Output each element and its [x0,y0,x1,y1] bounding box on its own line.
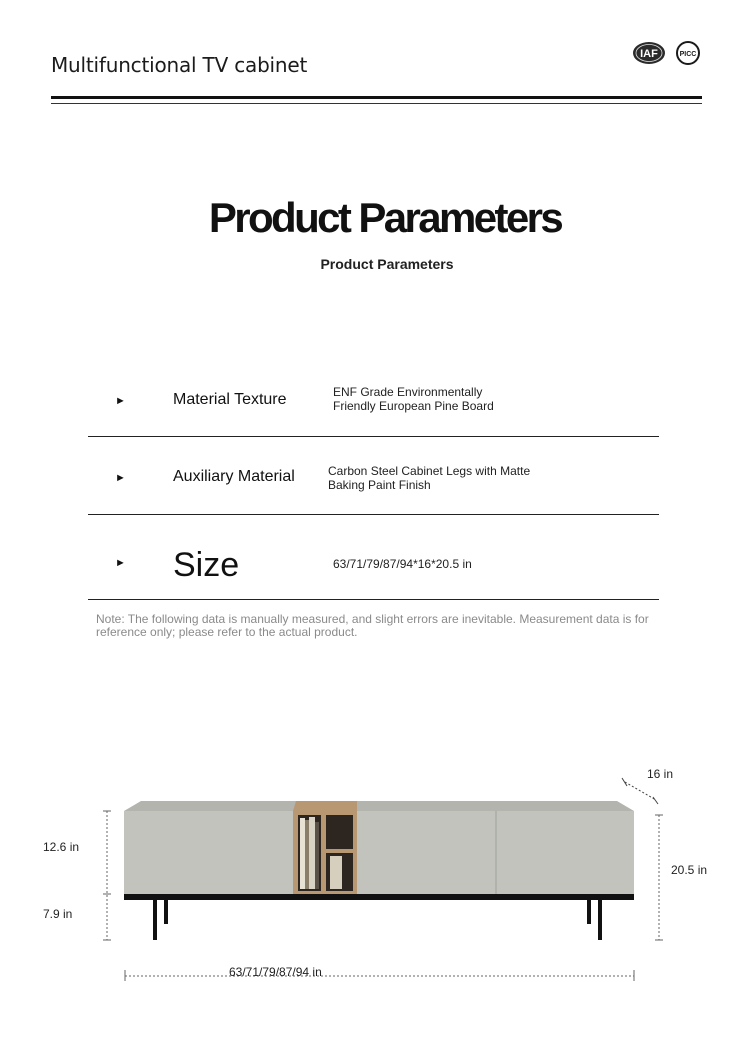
param-row-material [88,384,659,424]
header-title: Multifunctional TV cabinet [51,53,308,77]
picc-logo-text: PICC [679,51,697,58]
param-value-line: 63/71/79/87/94*16*20.5 in [333,557,472,571]
open-shelf [293,811,357,894]
param-value-line: ENF Grade Environmentally [333,385,483,399]
header-rule-thin [51,103,702,104]
left-height-dimension [103,811,111,940]
tv-cabinet-illustration [0,740,750,1000]
cabinet-top [124,801,634,811]
divider [88,514,659,515]
header-rule-thick [51,96,702,99]
param-value-line: Carbon Steel Cabinet Legs with Matte [328,464,531,478]
leg-height-label: 7.9 in [43,907,73,921]
iaf-logo [632,41,666,70]
cabinet-height-label: 12.6 in [43,840,80,854]
param-value-material [333,385,494,413]
right-height-dimension [655,815,663,940]
picc-logo [676,41,700,70]
cabinet-base-frame [124,894,634,900]
depth-dimension-line [622,778,658,804]
width-dimension-line [125,970,634,981]
param-value-line: Friendly European Pine Board [333,399,494,413]
play-arrow-icon: ► [115,557,126,569]
param-value-auxiliary [328,464,530,492]
divider [88,599,659,600]
divider [88,436,659,437]
measurement-note: Note: The following data is manually measured, and slight errors are inevitable. Measurement data is for reference only; please refer to the actual product. [96,612,649,639]
param-row-size [88,540,659,588]
iaf-logo-text: IAF [640,48,658,60]
param-row-auxiliary [88,462,659,502]
param-label-material: Material Texture [173,391,287,408]
cabinet-legs [153,898,602,940]
page-subtitle: Product Parameters [320,256,454,272]
page-title: Product Parameters [208,194,562,241]
param-label-size: Size [173,546,240,584]
left-door-panel [124,811,293,894]
param-value-size [333,557,472,571]
play-arrow-icon: ► [115,395,126,407]
play-arrow-icon: ► [115,472,126,484]
wood-top-accent [293,801,357,811]
depth-label: 16 in [647,767,674,781]
right-door-panel [496,811,634,894]
width-label: 63/71/79/87/94 in [229,965,322,979]
param-label-auxiliary: Auxiliary Material [173,468,295,485]
param-value-line: Baking Paint Finish [328,478,431,492]
total-height-label: 20.5 in [671,863,708,877]
middle-door-panel [357,811,496,894]
